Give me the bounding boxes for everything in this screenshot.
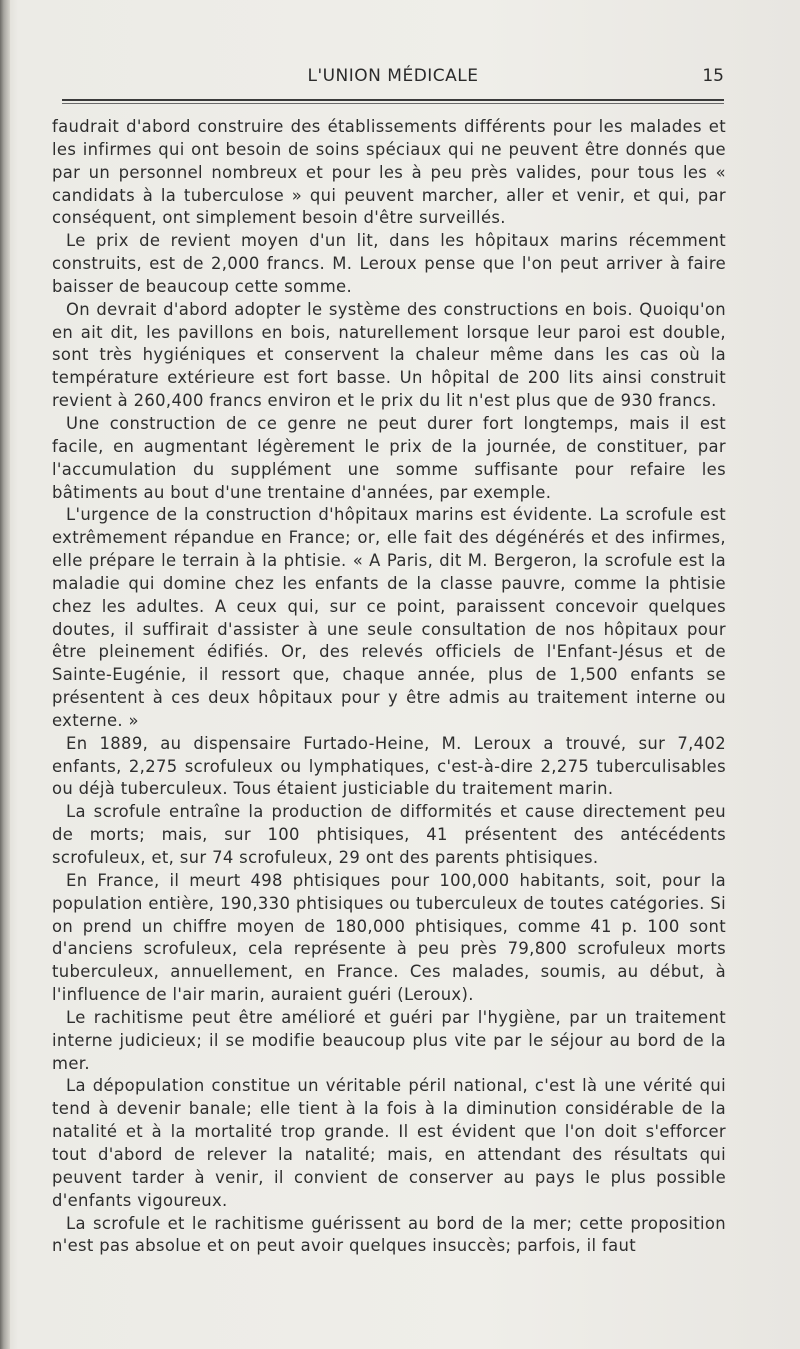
paragraph: On devrait d'abord adopter le système des constructions en bois. Quoiqu'on en ait dit, les pavillons en bois, naturellement lorsque leur paroi est double, sont très hygiéniques et conservent la chaleur même dans les cas où la température extérieure est fort basse. Un hôpital de 200 lits ainsi construit revient à 260,400 francs environ et le prix du lit n'est plus que de 930 francs. — [52, 299, 726, 411]
paragraph: La scrofule entraîne la production de difformités et cause directement peu de morts; mais, sur 100 phtisiques, 41 présentent des antécédents scrofuleux, et, sur 74 scrofuleux, 29 ont des parents phtisiques. — [52, 802, 726, 867]
paragraph: La dépopulation constitue un véritable péril national, c'est là une vérité qui tend à devenir banale; elle tient à la fois à la diminution considérable de la natalité et à la mortalité trop grande. Il est évident que l'on doit s'efforcer tout d'abord de relever la natalité; mais, en attendant des résultats qui peuvent tarder à venir, il convient de conserver au pays le plus possible d'enfants vigoureux. — [52, 1076, 726, 1210]
paragraph: Le rachitisme peut être amélioré et guéri par l'hygiène, par un traitement interne judicieux; il se modifie beaucoup plus vite par le séjour au bord de la mer. — [52, 1007, 726, 1073]
article-body — [52, 116, 726, 1258]
page-header — [62, 60, 724, 90]
binding-edge — [0, 0, 10, 1349]
header-rule — [62, 99, 724, 101]
page-number: 15 — [702, 66, 724, 86]
paragraph: En France, il meurt 498 phtisiques pour 100,000 habitants, soit, pour la population entière, 190,330 phtisiques ou tuberculeux de toutes catégories. Si on prend un chiffre moyen de 180,000 phtisiques, comme 41 p. 100 sont d'anciens scrofuleux, cela représente à peu près 79,800 scrofuleux morts tuberculeux, annuellement, en France. Ces malades, soumis, au début, à l'influence de l'air marin, auraient guéri (Leroux). — [52, 870, 726, 1005]
running-title: L'UNION MÉDICALE — [307, 66, 479, 86]
paragraph: En 1889, au dispensaire Furtado-Heine, M. Leroux a trouvé, sur 7,402 enfants, 2,275 scrofuleux ou lymphatiques, c'est-à-dire 2,275 tuberculisables ou déjà tuberculeux. Tous étaient justiciable du traitement marin. — [52, 733, 726, 799]
paragraph: Le prix de revient moyen d'un lit, dans les hôpitaux marins récemment construits, est de 2,000 francs. M. Leroux pense que l'on peut arriver à faire baisser de beaucoup cette somme. — [52, 231, 726, 296]
paragraph: L'urgence de la construction d'hôpitaux marins est évidente. La scrofule est extrêmement répandue en France; or, elle fait des dégénérés et des infirmes, elle prépare le terrain à la phtisie. « A Paris, dit M. Bergeron, la scrofule est la maladie qui domine chez les enfants de la classe pauvre, comme la phtisie chez les adultes. A ceux qui, sur ce point, paraissent concevoir quelques doutes, il suffirait d'assister à une seule consultation de nos hôpitaux pour être pleinement édifiés. Or, des relevés officiels de l'Enfant-Jésus et de Sainte-Eugénie, il ressort que, chaque année, plus de 1,500 enfants se présentent à ces deux hôpitaux pour y être admis au traitement interne ou externe. » — [52, 505, 726, 730]
paragraph: Une construction de ce genre ne peut durer fort longtemps, mais il est facile, en augmentant légèrement le prix de la journée, de constituer, par l'accumulation du supplément une somme suffisante pour refaire les bâtiments au bout d'une trentaine d'années, par exemple. — [52, 413, 726, 502]
paragraph: faudrait d'abord construire des établissements différents pour les malades et les infirmes qui ont besoin de soins spéciaux qui ne peuvent être donnés que par un personnel nombreux et pour les à peu près valides, pour tous les « candidats à la tuberculose » qui peuvent marcher, aller et venir, et qui, par conséquent, ont simplement besoin d'être surveillés. — [52, 117, 726, 228]
paragraph: La scrofule et le rachitisme guérissent au bord de la mer; cette proposition n'est pas absolue et on peut avoir quelques insuccès; parfois, il faut — [52, 1213, 726, 1256]
header-rule-thin — [62, 103, 724, 104]
